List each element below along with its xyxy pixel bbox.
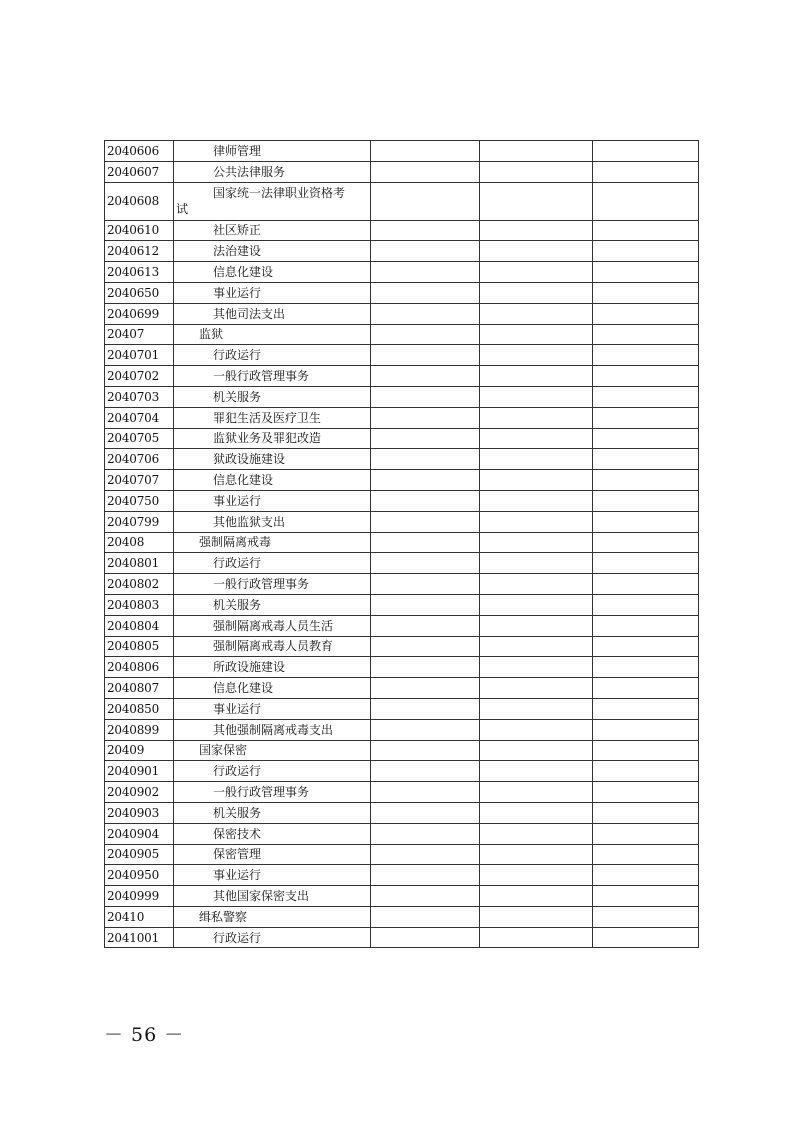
amount-cell (371, 574, 480, 595)
table-row (105, 141, 699, 162)
subject-name-cell: 一般行政管理事务 (174, 782, 371, 803)
subject-name-line: 国家统一法律职业资格考 (213, 186, 346, 201)
amount-cell (480, 141, 593, 162)
subject-code-cell: 2040702 (105, 366, 174, 387)
subject-name-cell: 其他监狱支出 (174, 511, 371, 532)
subject-code-cell: 2040999 (105, 886, 174, 907)
subject-code-cell: 2040902 (105, 782, 174, 803)
subject-code-cell: 2040903 (105, 802, 174, 823)
subject-code-cell: 2040801 (105, 553, 174, 574)
amount-cell (593, 220, 699, 241)
amount-cell (480, 449, 593, 470)
amount-cell (593, 678, 699, 699)
subject-name-cell: 机关服务 (174, 386, 371, 407)
table-row (105, 615, 699, 636)
amount-cell (371, 636, 480, 657)
amount-cell (371, 761, 480, 782)
subject-code-cell: 2040803 (105, 594, 174, 615)
amount-cell (480, 865, 593, 886)
table-row (105, 220, 699, 241)
amount-cell (371, 615, 480, 636)
amount-cell (371, 740, 480, 761)
subject-name-cell: 强制隔离戒毒人员生活 (174, 615, 371, 636)
table-row (105, 657, 699, 678)
subject-code-cell: 2040705 (105, 428, 174, 449)
amount-cell (371, 490, 480, 511)
subject-code-cell: 2040707 (105, 470, 174, 491)
amount-cell (371, 511, 480, 532)
subject-name-cell: 行政运行 (174, 553, 371, 574)
subject-code-cell: 2040750 (105, 490, 174, 511)
table-row (105, 761, 699, 782)
subject-name-cell: 保密技术 (174, 823, 371, 844)
amount-cell (480, 906, 593, 927)
amount-cell (480, 470, 593, 491)
amount-cell (593, 324, 699, 345)
amount-cell (371, 886, 480, 907)
amount-cell (593, 719, 699, 740)
amount-cell (371, 303, 480, 324)
table-row (105, 574, 699, 595)
amount-cell (480, 324, 593, 345)
amount-cell (593, 386, 699, 407)
subject-name-cell: 强制隔离戒毒 (174, 532, 371, 553)
amount-cell (593, 141, 699, 162)
amount-cell (593, 636, 699, 657)
amount-cell (371, 698, 480, 719)
subject-code-cell: 2040899 (105, 719, 174, 740)
amount-cell (480, 886, 593, 907)
subject-name-cell: 罪犯生活及医疗卫生 (174, 407, 371, 428)
amount-cell (593, 366, 699, 387)
subject-name-cell: 监狱业务及罪犯改造 (174, 428, 371, 449)
table-row (105, 490, 699, 511)
subject-code-cell: 20408 (105, 532, 174, 553)
subject-code-cell: 2040706 (105, 449, 174, 470)
table-row (105, 698, 699, 719)
amount-cell (480, 553, 593, 574)
subject-name-cell: 信息化建设 (174, 678, 371, 699)
amount-cell (480, 366, 593, 387)
subject-name-cell: 其他强制隔离戒毒支出 (174, 719, 371, 740)
subject-name-cell: 国家保密 (174, 740, 371, 761)
amount-cell (371, 428, 480, 449)
amount-cell (480, 615, 593, 636)
subject-code-cell: 2040650 (105, 282, 174, 303)
subject-name-cell: 公共法律服务 (174, 161, 371, 182)
amount-cell (371, 594, 480, 615)
amount-cell (371, 719, 480, 740)
subject-name-cell: 行政运行 (174, 927, 371, 948)
table-row (105, 470, 699, 491)
table-row (105, 594, 699, 615)
subject-code-cell: 2040610 (105, 220, 174, 241)
subject-code-cell: 2040606 (105, 141, 174, 162)
subject-name-cell: 缉私警察 (174, 906, 371, 927)
amount-cell (371, 141, 480, 162)
amount-cell (593, 823, 699, 844)
table-row (105, 303, 699, 324)
amount-cell (593, 740, 699, 761)
amount-cell (480, 761, 593, 782)
amount-cell (371, 345, 480, 366)
subject-code-cell: 2040607 (105, 161, 174, 182)
subject-name-cell: 法治建设 (174, 241, 371, 262)
amount-cell (480, 657, 593, 678)
amount-cell (593, 182, 699, 220)
subject-code-cell: 20409 (105, 740, 174, 761)
table-row (105, 532, 699, 553)
subject-name-cell: 机关服务 (174, 594, 371, 615)
amount-cell (480, 490, 593, 511)
amount-cell (593, 782, 699, 803)
amount-cell (593, 865, 699, 886)
amount-cell (371, 678, 480, 699)
subject-code-cell: 2040805 (105, 636, 174, 657)
subject-code-cell: 2040704 (105, 407, 174, 428)
amount-cell (593, 345, 699, 366)
amount-cell (371, 161, 480, 182)
amount-cell (480, 844, 593, 865)
amount-cell (371, 449, 480, 470)
amount-cell (480, 574, 593, 595)
amount-cell (593, 698, 699, 719)
amount-cell (371, 844, 480, 865)
subject-code-cell: 2040905 (105, 844, 174, 865)
table-row (105, 386, 699, 407)
table-row (105, 823, 699, 844)
amount-cell (371, 927, 480, 948)
subject-code-cell: 2040699 (105, 303, 174, 324)
amount-cell (480, 282, 593, 303)
amount-cell (593, 490, 699, 511)
amount-cell (593, 615, 699, 636)
amount-cell (480, 241, 593, 262)
table-row (105, 636, 699, 657)
subject-code-cell: 2040608 (105, 182, 174, 220)
amount-cell (371, 553, 480, 574)
amount-cell (480, 428, 593, 449)
subject-name-cell: 行政运行 (174, 761, 371, 782)
subject-name-cell: 所政设施建设 (174, 657, 371, 678)
subject-code-cell: 2040802 (105, 574, 174, 595)
amount-cell (593, 470, 699, 491)
subject-name-cell: 事业运行 (174, 282, 371, 303)
amount-cell (480, 532, 593, 553)
subject-name-cell: 其他司法支出 (174, 303, 371, 324)
amount-cell (480, 678, 593, 699)
table-row (105, 553, 699, 574)
subject-code-cell: 2040850 (105, 698, 174, 719)
amount-cell (593, 594, 699, 615)
amount-cell (593, 927, 699, 948)
table-row (105, 262, 699, 283)
subject-name-cell: 其他国家保密支出 (174, 886, 371, 907)
amount-cell (480, 161, 593, 182)
subject-name-cell: 强制隔离戒毒人员教育 (174, 636, 371, 657)
amount-cell (480, 407, 593, 428)
amount-cell (371, 657, 480, 678)
amount-cell (480, 262, 593, 283)
amount-cell (480, 594, 593, 615)
amount-cell (371, 865, 480, 886)
amount-cell (371, 823, 480, 844)
amount-cell (480, 220, 593, 241)
subject-name-cell: 社区矫正 (174, 220, 371, 241)
amount-cell (371, 532, 480, 553)
amount-cell (593, 906, 699, 927)
amount-cell (593, 241, 699, 262)
subject-code-cell: 2040613 (105, 262, 174, 283)
subject-name-cell: 狱政设施建设 (174, 449, 371, 470)
table-row (105, 906, 699, 927)
subject-name-cell (174, 182, 371, 220)
table-row (105, 182, 699, 220)
amount-cell (371, 366, 480, 387)
amount-cell (371, 282, 480, 303)
amount-cell (593, 161, 699, 182)
table-row (105, 161, 699, 182)
amount-cell (593, 407, 699, 428)
subject-code-cell: 2041001 (105, 927, 174, 948)
subject-code-cell: 2040799 (105, 511, 174, 532)
amount-cell (593, 532, 699, 553)
table-row (105, 740, 699, 761)
subject-code-cell: 2040703 (105, 386, 174, 407)
table-row (105, 927, 699, 948)
amount-cell (593, 761, 699, 782)
subject-name-cell: 事业运行 (174, 490, 371, 511)
amount-cell (480, 303, 593, 324)
amount-cell (480, 182, 593, 220)
amount-cell (480, 636, 593, 657)
subject-name-cell: 信息化建设 (174, 262, 371, 283)
subject-name-cell: 信息化建设 (174, 470, 371, 491)
amount-cell (480, 782, 593, 803)
subject-name-cell: 事业运行 (174, 698, 371, 719)
table-row (105, 886, 699, 907)
table-row (105, 719, 699, 740)
amount-cell (371, 802, 480, 823)
subject-code-cell: 2040950 (105, 865, 174, 886)
amount-cell (593, 282, 699, 303)
table-row (105, 428, 699, 449)
subject-code-cell: 2040701 (105, 345, 174, 366)
amount-cell (371, 241, 480, 262)
amount-cell (593, 449, 699, 470)
amount-cell (371, 782, 480, 803)
subject-name-cell: 保密管理 (174, 844, 371, 865)
amount-cell (480, 927, 593, 948)
amount-cell (593, 802, 699, 823)
table-row (105, 678, 699, 699)
amount-cell (593, 511, 699, 532)
subject-name-cell: 行政运行 (174, 345, 371, 366)
amount-cell (593, 553, 699, 574)
table-row (105, 241, 699, 262)
subject-code-cell: 2040806 (105, 657, 174, 678)
table-row (105, 449, 699, 470)
subject-code-cell: 2040807 (105, 678, 174, 699)
amount-cell (593, 262, 699, 283)
amount-cell (371, 262, 480, 283)
amount-cell (371, 407, 480, 428)
subject-code-cell: 20407 (105, 324, 174, 345)
subject-name-cell: 监狱 (174, 324, 371, 345)
amount-cell (371, 220, 480, 241)
amount-cell (480, 511, 593, 532)
table-row (105, 782, 699, 803)
subject-name-cell: 律师管理 (174, 141, 371, 162)
amount-cell (593, 574, 699, 595)
subject-code-cell: 2040804 (105, 615, 174, 636)
amount-cell (480, 740, 593, 761)
amount-cell (593, 844, 699, 865)
amount-cell (371, 182, 480, 220)
table-row (105, 511, 699, 532)
subject-code-cell: 20410 (105, 906, 174, 927)
budget-table-body (105, 141, 699, 948)
table-row (105, 802, 699, 823)
subject-code-cell: 2040612 (105, 241, 174, 262)
subject-code-cell: 2040904 (105, 823, 174, 844)
amount-cell (480, 719, 593, 740)
subject-name-cell: 一般行政管理事务 (174, 574, 371, 595)
budget-table (104, 140, 699, 948)
amount-cell (371, 386, 480, 407)
amount-cell (371, 906, 480, 927)
amount-cell (480, 386, 593, 407)
amount-cell (593, 303, 699, 324)
amount-cell (480, 345, 593, 366)
table-row (105, 282, 699, 303)
amount-cell (593, 428, 699, 449)
amount-cell (371, 324, 480, 345)
table-row (105, 366, 699, 387)
amount-cell (593, 886, 699, 907)
subject-name-cell: 机关服务 (174, 802, 371, 823)
subject-name-cell: 事业运行 (174, 865, 371, 886)
amount-cell (480, 823, 593, 844)
table-row (105, 324, 699, 345)
amount-cell (480, 802, 593, 823)
table-row (105, 844, 699, 865)
table-row (105, 345, 699, 366)
subject-code-cell: 2040901 (105, 761, 174, 782)
amount-cell (371, 470, 480, 491)
amount-cell (480, 698, 593, 719)
amount-cell (593, 657, 699, 678)
subject-name-cell: 一般行政管理事务 (174, 366, 371, 387)
subject-name-line: 试 (176, 202, 189, 217)
table-row (105, 407, 699, 428)
page-number: － 56 － (104, 1024, 185, 1046)
table-row (105, 865, 699, 886)
